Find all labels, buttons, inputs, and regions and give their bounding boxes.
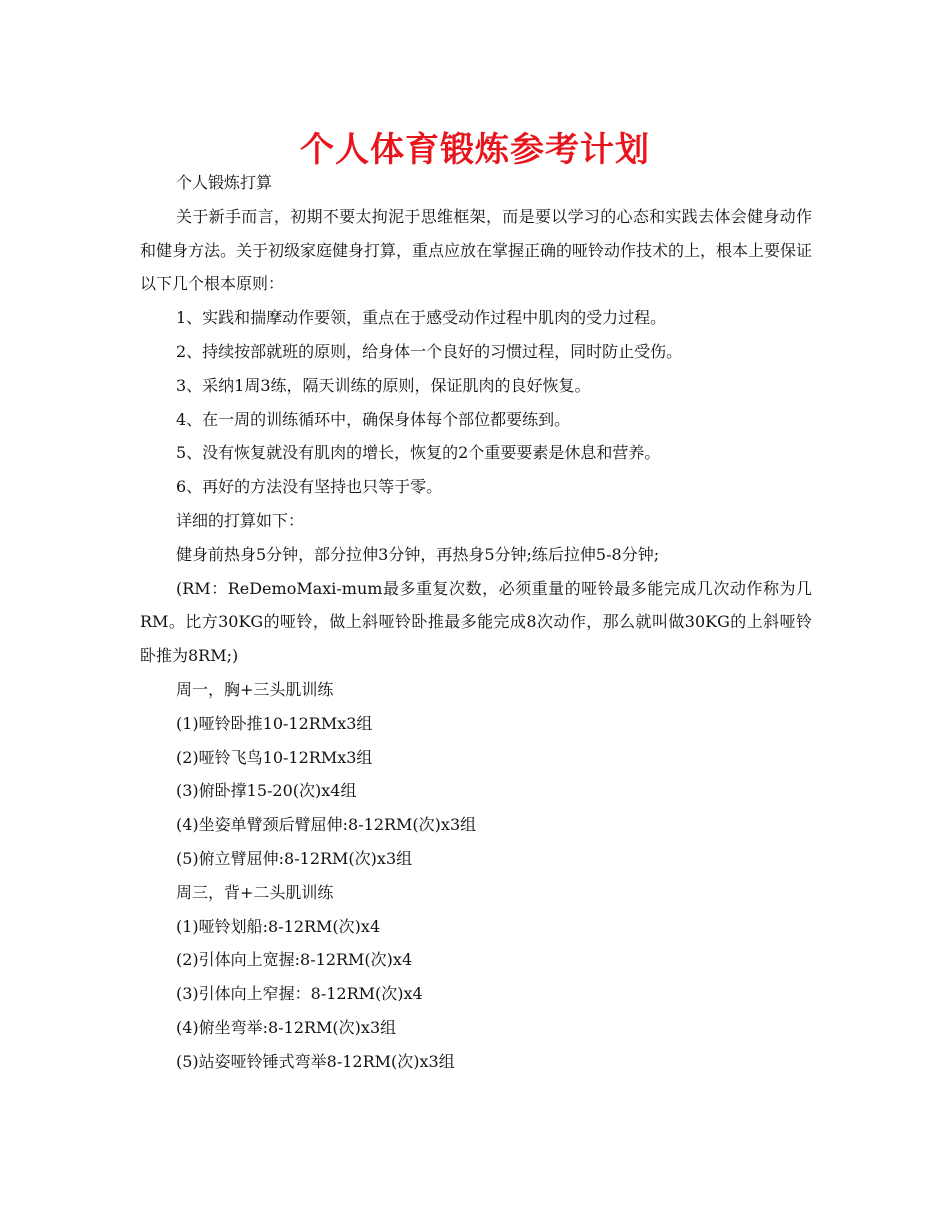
principle-item: 6、再好的方法没有坚持也只等于零。 — [176, 477, 443, 497]
exercise-item: (3)引体向上窄握：8-12RM(次)x4 — [176, 984, 423, 1004]
principle-item: 5、没有恢复就没有肌肉的增长，恢复的2个重要要素是休息和营养。 — [176, 443, 661, 463]
exercise-item: (5)站姿哑铃锤式弯举8-12RM(次)x3组 — [176, 1051, 455, 1071]
exercise-item: (1)哑铃卧推10-12RMx3组 — [176, 713, 373, 733]
exercise-item: (1)哑铃划船:8-12RM(次)x4 — [176, 916, 381, 936]
document-body — [140, 166, 812, 1079]
exercise-item: (3)俯卧撑15-20(次)x4组 — [176, 781, 357, 801]
intro-paragraph: 关于新手而言，初期不要太拘泥于思维框架，而是要以学习的心态和实践去体会健身动作和健身方法。关于初级家庭健身打算，重点应放在掌握正确的哑铃动作技术的上，根本上要保证以下几个根本原则： — [140, 206, 813, 294]
plan-heading: 详细的打算如下： — [176, 510, 305, 530]
principle-item: 1、实践和揣摩动作要领，重点在于感受动作过程中肌肉的受力过程。 — [176, 308, 667, 328]
section-heading: 个人锻炼打算 — [176, 173, 273, 192]
exercise-item: (5)俯立臂屈伸:8-12RM(次)x3组 — [176, 848, 413, 868]
exercise-item: (4)坐姿单臂颈后臂屈伸:8-12RM(次)x3组 — [176, 815, 477, 835]
day-heading-wednesday: 周三，背+二头肌训练 — [176, 882, 334, 902]
exercise-item: (2)引体向上宽握:8-12RM(次)x4 — [176, 950, 413, 970]
principle-item: 3、采纳1周3练，隔天训练的原则，保证肌肉的良好恢复。 — [176, 375, 591, 395]
day-heading-monday: 周一，胸+三头肌训练 — [176, 679, 334, 699]
principle-item: 4、在一周的训练循环中，确保身体每个部位都要练到。 — [176, 409, 571, 429]
exercise-item: (2)哑铃飞鸟10-12RMx3组 — [176, 747, 373, 767]
exercise-item: (4)俯坐弯举:8-12RM(次)x3组 — [176, 1017, 397, 1037]
rm-note-paragraph: (RM：ReDemoMaxi-mum最多重复次数，必须重量的哑铃最多能完成几次动作称为几RM。比方30KG的哑铃，做上斜哑铃卧推最多能完成8次动作，那么就叫做30KG的上斜哑铃卧推为8RM;) — [140, 578, 812, 666]
warmup-paragraph: 健身前热身5分钟，部分拉伸3分钟，再热身5分钟;练后拉伸5-8分钟; — [176, 544, 660, 564]
principle-item: 2、持续按部就班的原则，给身体一个良好的习惯过程，同时防止受伤。 — [176, 341, 683, 361]
document-title: 个人体育锻炼参考计划 — [300, 130, 650, 170]
